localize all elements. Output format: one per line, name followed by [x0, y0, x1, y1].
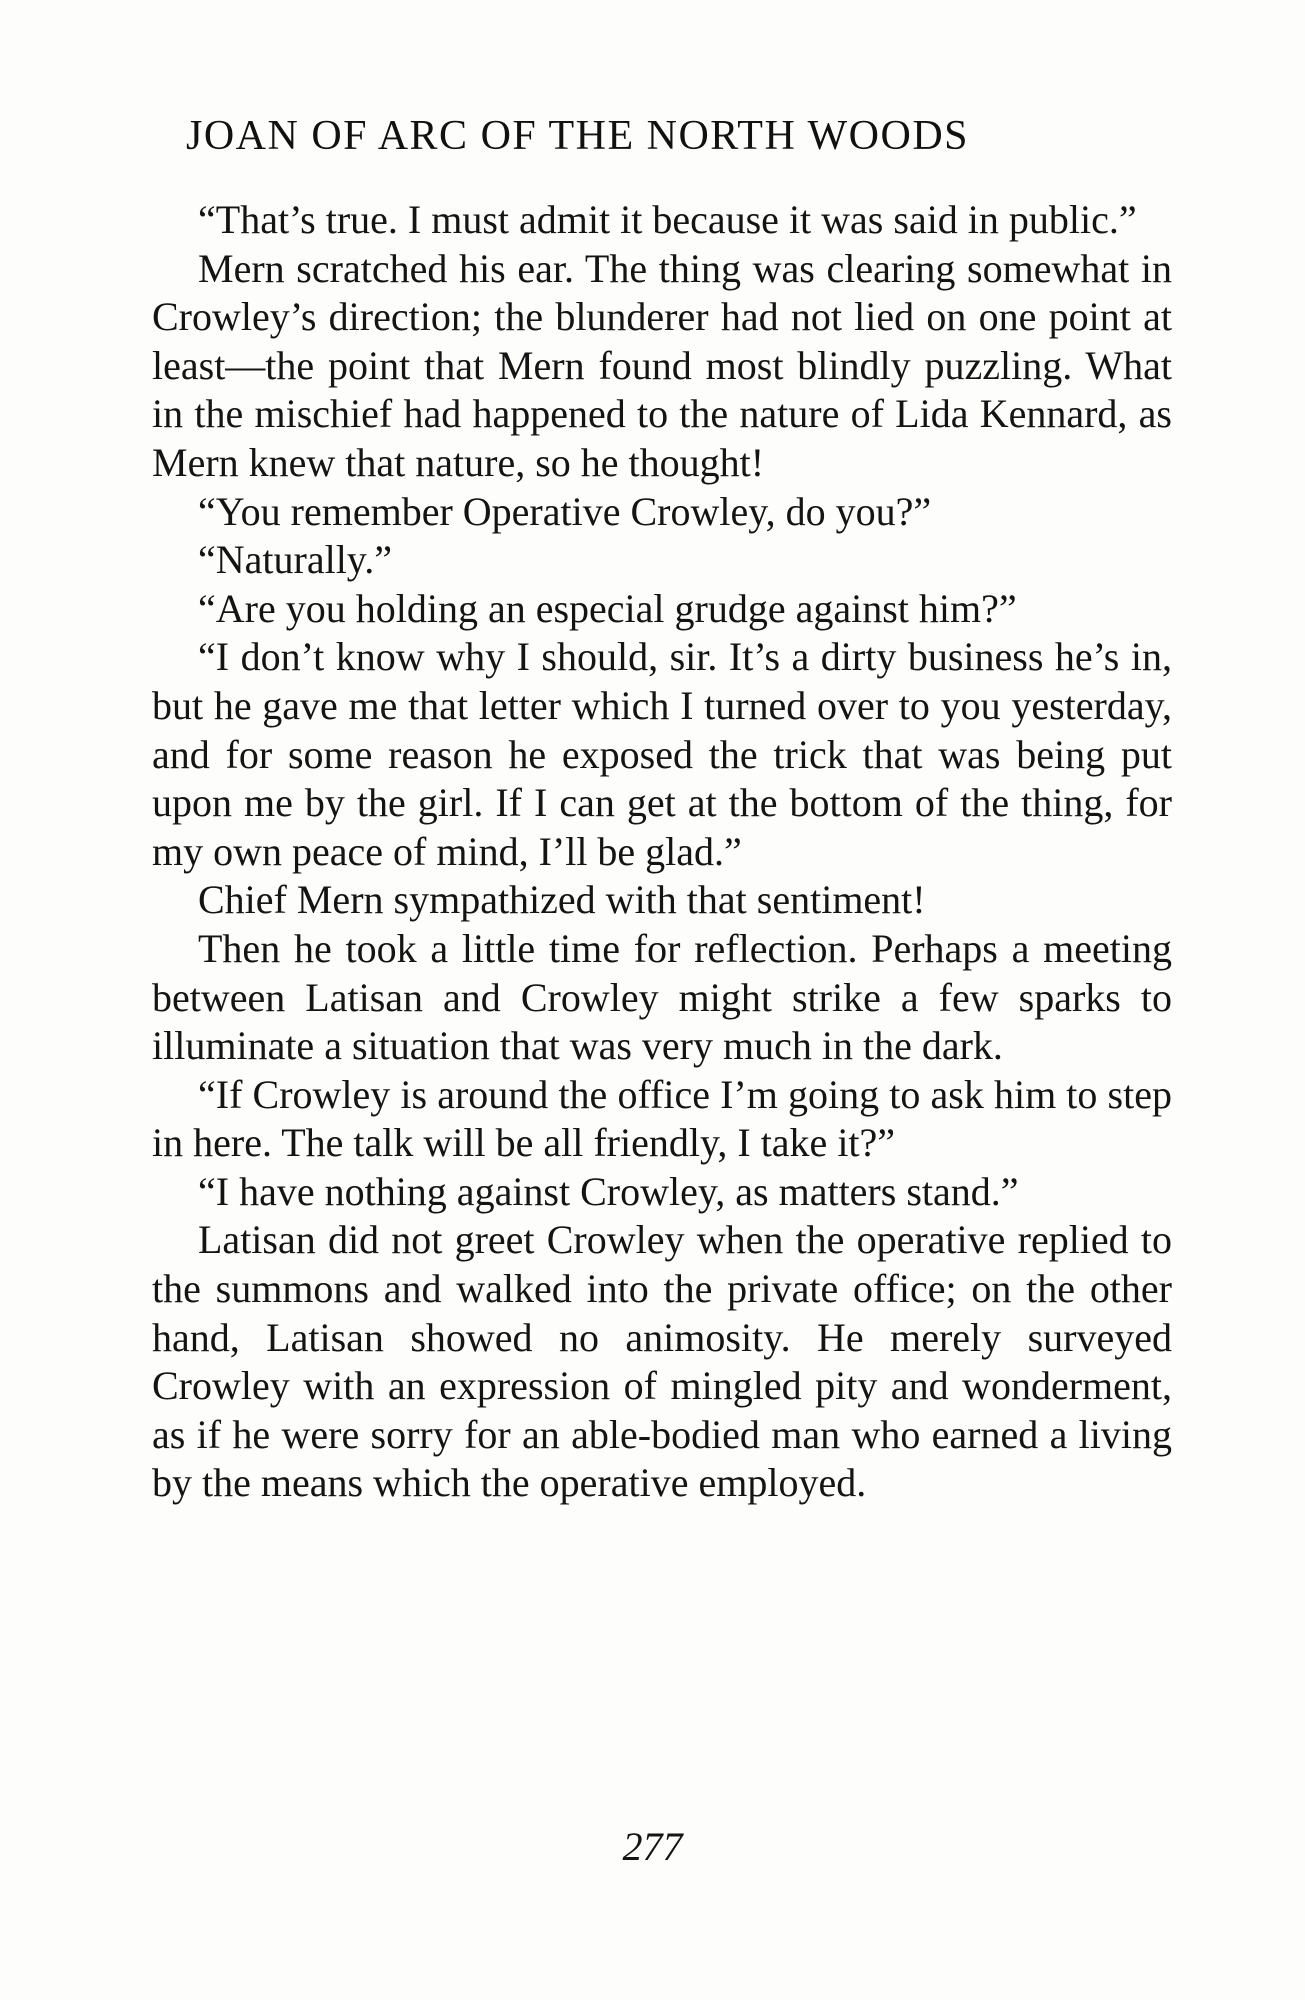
paragraph: “I have nothing against Crowley, as matters stand.” [198, 1168, 1019, 1214]
page-number: 277 [622, 1824, 683, 1869]
running-head: JOAN OF ARC OF THE NORTH WOODS [186, 113, 970, 159]
paragraph: “That’s true. I must admit it because it was said in public.” [198, 197, 1137, 242]
paragraph: Chief Mern sympathized with that sentiment! [198, 877, 926, 923]
paragraph: “If Crowley is around the office I’m going to ask him to step in here. The talk will be all friendly, I take it?” [152, 1071, 1172, 1166]
paragraph: Latisan did not greet Crowley when the operative replied to the summons and walked into the private office; on the other hand, Latisan showed no animosity. He merely surveyed Crowley with an expression of mingled pity and wonderment, as if he were sorry for an able-bodied man who earned a living by the means which the operative employed. [152, 1217, 1172, 1506]
paragraph: “Are you holding an especial grudge against him?” [198, 585, 1017, 631]
paragraph: “You remember Operative Crowley, do you?” [198, 488, 932, 534]
paragraph: Then he took a little time for reflection. Perhaps a meeting between Latisan and Crowley might strike a few sparks to illuminate a situation that was very much in the dark. [152, 925, 1172, 1069]
paragraph: “I don’t know why I should, sir. It’s a dirty business he’s in, but he gave me that letter which I turned over to you yesterday, and for some reason he exposed the trick that was being put upon me by the girl. If I can get at the bottom of the thing, for my own peace of mind, I’ll be glad.” [152, 634, 1172, 874]
paragraph: Mern scratched his ear. The thing was clearing somewhat in Crowley’s direction; the blunderer had not lied on one point at least—the point that Mern found most blindly puzzling. What in the mischief had happened to the nature of Lida Kennard, as Mern knew that nature, so he thought! [152, 245, 1172, 485]
paragraph: “Naturally.” [198, 537, 392, 583]
body-text [152, 196, 1172, 1508]
